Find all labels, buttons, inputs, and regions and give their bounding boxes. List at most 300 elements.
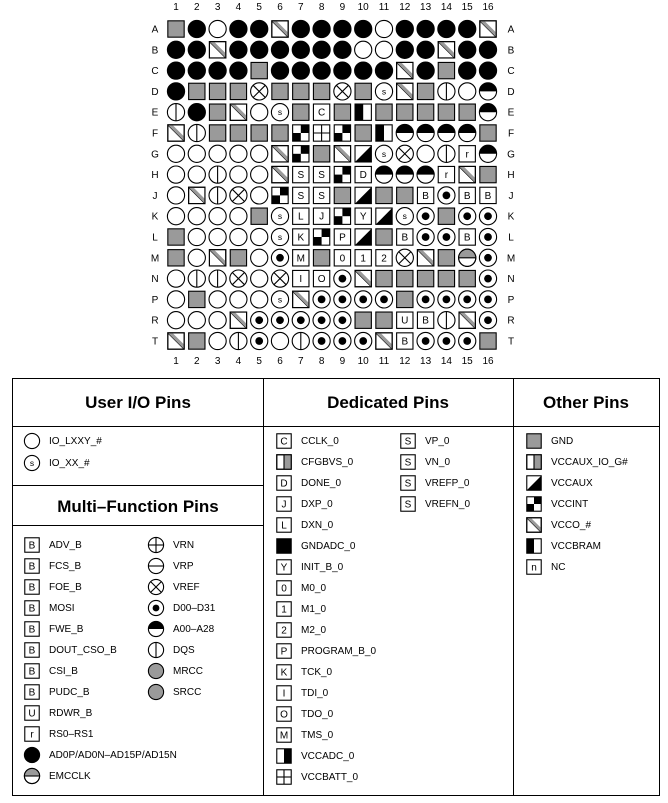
pin-C12 <box>397 62 413 78</box>
pin-E13 <box>417 104 433 120</box>
multi-function-item <box>23 683 90 701</box>
pin-G16 <box>479 145 496 162</box>
dedicated-item-label: TCK_0 <box>301 666 333 678</box>
multi-function-item-symbol <box>23 683 41 701</box>
pin-C13 <box>417 62 434 79</box>
col-label-top: 6 <box>277 2 283 13</box>
pin-B4 <box>230 41 247 58</box>
pin-P4 <box>230 291 247 308</box>
row-label-right: E <box>507 107 515 119</box>
other-item-symbol <box>525 495 543 513</box>
pin-C14 <box>438 62 454 78</box>
svg-text:B: B <box>28 687 36 699</box>
dedicated-item-symbol <box>275 684 293 702</box>
svg-text:B: B <box>28 540 36 552</box>
multi-function-item-symbol <box>23 704 41 722</box>
other-item <box>525 474 593 492</box>
col-label-top: 8 <box>318 2 325 13</box>
pin-L14 <box>438 228 455 245</box>
pin-E6 <box>271 104 288 121</box>
row-label-right: M <box>506 253 516 265</box>
multi-function-item-label: FWE_B <box>49 623 84 635</box>
col-label-bottom: 11 <box>378 356 390 367</box>
pin-F5 <box>251 125 267 141</box>
row-label-right: B <box>507 45 515 57</box>
pin-G6 <box>272 146 288 162</box>
pin-K2 <box>188 208 205 225</box>
pin-G9 <box>334 146 350 162</box>
pin-G8 <box>313 146 329 162</box>
pin-D6 <box>272 83 288 99</box>
pin-T9 <box>334 332 351 349</box>
pin-A1 <box>168 21 184 37</box>
multi-function-item <box>23 620 83 638</box>
dedicated-item-label: VCCADC_0 <box>301 750 355 762</box>
col-label-top: 10 <box>357 2 369 13</box>
pin-M11 <box>376 250 392 266</box>
multi-function-item-symbol <box>23 536 41 554</box>
col-label-bottom: 16 <box>482 356 494 367</box>
pin-D1 <box>167 83 184 100</box>
pin-H2 <box>188 166 205 183</box>
svg-text:s: s <box>277 107 283 118</box>
pin-R5 <box>251 312 268 329</box>
multi-function-item-label: FOE_B <box>49 581 82 593</box>
pin-R16 <box>479 312 496 329</box>
pin-N13 <box>417 270 433 286</box>
pin-J13 <box>417 187 433 203</box>
row-label-left: K <box>151 211 159 223</box>
svg-text:S: S <box>297 190 305 202</box>
multi-function-item-symbol <box>23 620 41 638</box>
pin-K5 <box>251 208 267 224</box>
multi-function-item-symbol <box>23 725 41 743</box>
user-io-item-label: IO_XX_# <box>49 457 90 469</box>
pin-K14 <box>438 208 454 224</box>
col-label-bottom: 14 <box>440 356 452 367</box>
svg-text:I: I <box>282 688 286 700</box>
pin-C8 <box>313 62 330 79</box>
pin-L4 <box>230 228 247 245</box>
pin-N5 <box>251 270 268 287</box>
pin-E15 <box>459 104 475 120</box>
pin-G2 <box>188 145 205 162</box>
pin-D10 <box>355 83 371 99</box>
pin-J14 <box>438 187 455 204</box>
pin-E16 <box>479 104 496 121</box>
pin-J1 <box>167 187 184 204</box>
pin-J8 <box>313 187 329 203</box>
pin-M3 <box>209 250 225 266</box>
dedicated-item-symbol <box>275 558 293 576</box>
svg-text:S: S <box>318 170 325 182</box>
pin-B16 <box>479 41 496 58</box>
pin-P16 <box>479 291 496 308</box>
pin-P5 <box>251 291 268 308</box>
dedicated-item-symbol <box>275 579 293 597</box>
pin-K1 <box>167 208 184 225</box>
pin-E5 <box>251 104 268 121</box>
pin-T3 <box>209 332 226 349</box>
svg-text:B: B <box>401 336 409 348</box>
other-item-label: GND <box>551 435 574 447</box>
row-label-left: R <box>151 315 159 327</box>
other-item <box>525 495 588 513</box>
svg-text:B: B <box>28 582 36 594</box>
svg-text:L: L <box>281 520 287 532</box>
svg-text:2: 2 <box>381 253 387 265</box>
pin-L6 <box>271 228 288 245</box>
row-label-right: K <box>507 211 515 223</box>
svg-text:D: D <box>280 478 288 490</box>
pin-E4 <box>230 104 246 120</box>
pin-L10 <box>355 229 371 245</box>
pin-N12 <box>397 270 413 286</box>
pin-P8 <box>313 291 330 308</box>
pin-K4 <box>230 208 247 225</box>
pin-L9 <box>334 229 350 245</box>
pin-A3 <box>209 20 226 37</box>
pin-F3 <box>209 125 225 141</box>
pin-J7 <box>293 187 309 203</box>
pin-K7 <box>293 208 309 224</box>
pin-F12 <box>396 124 413 141</box>
row-label-left: P <box>151 294 159 306</box>
pin-H10 <box>355 166 371 182</box>
pin-K9 <box>334 208 350 224</box>
pin-A8 <box>313 20 330 37</box>
pin-B13 <box>417 41 434 58</box>
svg-text:K: K <box>297 232 305 244</box>
dedicated-item-symbol <box>399 495 417 513</box>
pin-M4 <box>230 250 246 266</box>
pin-J6 <box>272 187 288 203</box>
svg-text:S: S <box>404 457 412 469</box>
dedicated-item-label: INIT_B_0 <box>301 561 344 573</box>
pin-E3 <box>209 104 225 120</box>
svg-text:B: B <box>463 190 471 202</box>
pin-T16 <box>480 333 496 349</box>
dedicated-item-symbol <box>275 537 293 555</box>
pin-R6 <box>271 312 288 329</box>
pin-M14 <box>438 250 454 266</box>
pin-H16 <box>480 166 496 182</box>
row-label-right: P <box>507 294 515 306</box>
user-io-item-symbol <box>23 432 41 450</box>
svg-text:s: s <box>381 148 387 159</box>
pin-H15 <box>459 166 475 182</box>
pin-R11 <box>376 312 392 328</box>
multi-function-item-symbol <box>147 536 165 554</box>
pin-R7 <box>292 312 309 329</box>
dedicated-item <box>275 726 333 744</box>
dedicated-item <box>275 747 354 765</box>
pin-T10 <box>355 332 372 349</box>
row-label-left: N <box>151 274 159 286</box>
dedicated-item <box>275 537 355 555</box>
svg-text:S: S <box>318 190 325 202</box>
multi-function-item <box>147 641 195 659</box>
row-label-right: T <box>507 336 515 348</box>
svg-text:P: P <box>339 232 346 244</box>
svg-text:M: M <box>279 730 289 742</box>
svg-text:r: r <box>30 729 34 741</box>
pin-F15 <box>459 124 476 141</box>
svg-text:n: n <box>531 562 537 574</box>
pin-T6 <box>271 332 288 349</box>
svg-text:J: J <box>319 211 325 223</box>
pin-E10 <box>355 104 371 120</box>
dedicated-item-symbol <box>399 453 417 471</box>
pin-P15 <box>459 291 476 308</box>
dedicated-item-symbol <box>275 453 293 471</box>
pin-E2 <box>188 104 205 121</box>
pin-N3 <box>209 270 226 287</box>
user-io-item-label: IO_LXXY_# <box>49 435 102 447</box>
col-label-bottom: 8 <box>318 356 325 367</box>
svg-text:C: C <box>317 107 326 119</box>
pin-F10 <box>355 125 371 141</box>
svg-text:J: J <box>281 499 287 511</box>
multi-function-item <box>147 578 200 596</box>
pin-N16 <box>479 270 496 287</box>
pin-C9 <box>334 62 351 79</box>
svg-text:s: s <box>29 458 35 468</box>
dedicated-item <box>275 600 326 618</box>
svg-text:Y: Y <box>359 211 367 223</box>
row-label-left: A <box>151 24 159 36</box>
dedicated-item <box>275 558 343 576</box>
pin-E8 <box>313 104 329 120</box>
dedicated-item-label: M0_0 <box>301 582 327 594</box>
col-label-bottom: 15 <box>461 356 473 367</box>
pin-T11 <box>376 333 392 349</box>
row-label-right: R <box>507 315 515 327</box>
pin-D14 <box>438 83 455 100</box>
pin-M7 <box>293 250 309 266</box>
multi-function-item-symbol <box>147 599 165 617</box>
multi-function-item-label: MOSI <box>49 602 75 614</box>
pin-E12 <box>397 104 413 120</box>
svg-text:K: K <box>280 667 288 679</box>
pin-F4 <box>230 125 246 141</box>
multi-function-item-symbol <box>147 641 165 659</box>
dedicated-item <box>399 432 449 450</box>
dedicated-item-label: VCCBATT_0 <box>301 771 359 783</box>
dedicated-item <box>275 516 333 534</box>
row-label-left: D <box>151 86 159 98</box>
svg-text:I: I <box>299 274 303 286</box>
pin-A2 <box>188 20 205 37</box>
pin-B11 <box>375 41 392 58</box>
pin-K3 <box>209 208 226 225</box>
pin-N1 <box>167 270 184 287</box>
dedicated-item-label: TDI_0 <box>301 687 329 699</box>
col-label-top: 13 <box>420 2 432 13</box>
pin-J9 <box>334 187 350 203</box>
col-label-bottom: 6 <box>277 356 283 367</box>
row-label-left: M <box>150 253 160 265</box>
pin-G7 <box>293 146 309 162</box>
dedicated-item-label: DXP_0 <box>301 498 333 510</box>
pin-T14 <box>438 332 455 349</box>
multi-function-item <box>23 578 82 596</box>
dedicated-item <box>399 495 470 513</box>
pin-M8 <box>313 250 329 266</box>
multi-function-item-label: FCS_B <box>49 560 82 572</box>
legend-col-user-multi <box>13 379 264 795</box>
col-label-top: 12 <box>399 2 411 13</box>
pin-P13 <box>417 291 434 308</box>
svg-text:B: B <box>401 232 409 244</box>
pin-E9 <box>334 104 350 120</box>
pin-K10 <box>355 208 371 224</box>
pin-M1 <box>168 250 184 266</box>
svg-text:B: B <box>422 315 429 327</box>
svg-text:S: S <box>297 170 305 182</box>
multi-function-item <box>147 557 194 575</box>
pin-M10 <box>355 250 371 266</box>
pin-F7 <box>293 125 309 141</box>
dedicated-title: Dedicated Pins <box>327 393 449 412</box>
svg-text:M: M <box>296 253 305 265</box>
dedicated-item-symbol <box>275 642 293 660</box>
svg-text:B: B <box>422 190 429 202</box>
legend-col-other <box>513 379 659 795</box>
pin-H3 <box>209 166 226 183</box>
pin-L15 <box>459 229 475 245</box>
pin-L5 <box>251 228 268 245</box>
dedicated-item-label: M1_0 <box>301 603 327 615</box>
pin-B7 <box>292 41 309 58</box>
pin-F1 <box>168 125 184 141</box>
multi-function-item <box>23 767 91 785</box>
col-label-bottom: 1 <box>173 356 179 367</box>
pin-D4 <box>230 83 246 99</box>
pin-H14 <box>438 166 454 182</box>
pin-A5 <box>251 20 268 37</box>
multi-function-item <box>147 599 215 617</box>
pin-T7 <box>292 332 309 349</box>
pin-P12 <box>397 291 413 307</box>
dedicated-item-label: VP_0 <box>425 435 450 447</box>
multi-function-item <box>147 683 201 701</box>
pin-D8 <box>313 83 329 99</box>
pin-G1 <box>167 145 184 162</box>
pin-H13 <box>417 166 434 183</box>
pin-F2 <box>188 124 205 141</box>
row-label-left: G <box>151 149 159 161</box>
svg-text:O: O <box>280 709 288 721</box>
pin-B8 <box>313 41 330 58</box>
other-item-label: VCCAUX <box>551 477 593 489</box>
pin-F11 <box>376 125 392 141</box>
svg-text:0: 0 <box>281 583 287 595</box>
svg-text:Y: Y <box>280 562 288 574</box>
dedicated-item <box>399 453 450 471</box>
other-item-symbol <box>525 432 543 450</box>
multi-function-item-symbol <box>23 641 41 659</box>
svg-text:0: 0 <box>339 253 346 265</box>
svg-text:B: B <box>463 232 471 244</box>
col-label-top: 16 <box>482 2 494 13</box>
pin-P6 <box>271 291 288 308</box>
other-item <box>525 516 591 534</box>
pin-G10 <box>355 146 371 162</box>
pin-G11 <box>375 145 392 162</box>
pin-J11 <box>376 187 392 203</box>
pin-K13 <box>417 208 434 225</box>
pin-D11 <box>375 83 392 100</box>
row-label-right: N <box>507 274 515 286</box>
col-label-top: 7 <box>298 2 304 13</box>
dedicated-item <box>275 495 333 513</box>
pin-J12 <box>397 187 413 203</box>
multi-function-item-symbol <box>147 620 165 638</box>
pin-J16 <box>480 187 496 203</box>
svg-text:s: s <box>381 86 387 97</box>
col-label-bottom: 13 <box>420 356 432 367</box>
row-label-left: F <box>151 128 159 140</box>
pin-F9 <box>334 125 350 141</box>
pin-A12 <box>396 20 413 37</box>
pin-B5 <box>251 41 268 58</box>
svg-text:2: 2 <box>281 625 287 637</box>
multi-function-item-symbol <box>23 578 41 596</box>
row-label-right: A <box>507 24 515 36</box>
pin-R9 <box>334 312 351 329</box>
multi-function-item <box>23 725 93 743</box>
row-label-right: G <box>507 149 515 161</box>
pin-C16 <box>479 62 496 79</box>
col-label-bottom: 10 <box>357 356 369 367</box>
pin-H8 <box>313 166 329 182</box>
dedicated-item-symbol <box>275 474 293 492</box>
dedicated-item-label: GNDADC_0 <box>301 540 356 552</box>
col-label-top: 3 <box>214 2 221 13</box>
svg-text:U: U <box>28 708 36 720</box>
pin-L16 <box>479 228 496 245</box>
svg-text:L: L <box>298 211 304 223</box>
col-label-bottom: 2 <box>194 356 200 367</box>
svg-text:1: 1 <box>281 604 287 616</box>
pin-H4 <box>230 166 247 183</box>
pin-L1 <box>168 229 184 245</box>
pin-R12 <box>397 312 413 328</box>
pin-R10 <box>355 312 371 328</box>
pin-M15 <box>459 249 476 266</box>
user-io-title: User I/O Pins <box>85 393 191 412</box>
multi-function-item-label: CSI_B <box>49 665 78 677</box>
multi-function-item-label: A00–A28 <box>173 623 215 635</box>
col-label-bottom: 4 <box>235 356 242 367</box>
pin-T15 <box>459 332 476 349</box>
svg-text:D: D <box>359 170 367 182</box>
pin-D7 <box>293 83 309 99</box>
dedicated-item <box>275 663 332 681</box>
pin-M16 <box>479 249 496 266</box>
svg-text:r: r <box>465 149 469 161</box>
dedicated-item-label: CFGBVS_0 <box>301 456 354 468</box>
svg-text:B: B <box>28 645 36 657</box>
pin-P2 <box>189 291 205 307</box>
pin-N14 <box>438 270 454 286</box>
pin-N4 <box>230 270 247 287</box>
pin-B1 <box>167 41 184 58</box>
pin-D5 <box>251 83 268 100</box>
multi-function-item-label: RDWR_B <box>49 707 93 719</box>
dedicated-item <box>275 579 326 597</box>
